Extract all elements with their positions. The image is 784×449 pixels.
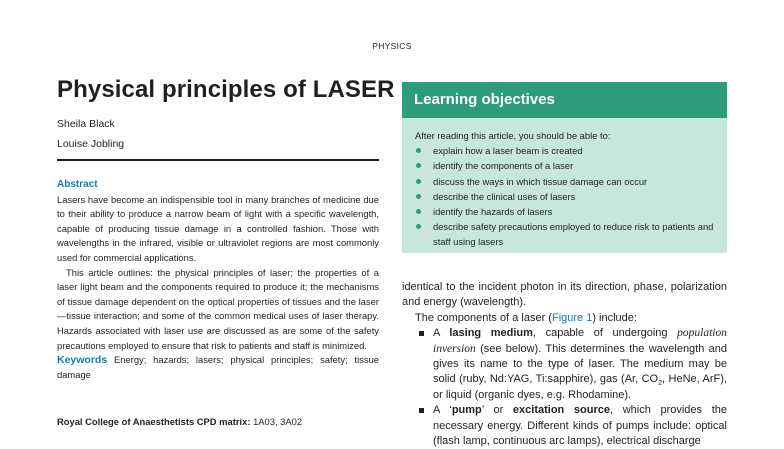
keywords-line xyxy=(57,353,379,382)
section-tag: PHYSICS xyxy=(372,41,412,51)
abstract-paragraph: This article outlines: the physical principles of laser; the properties of a laser light beam and the components required to produce it; the mechanisms of tissue damage dependent on the optical properties of tissues and the laser—tissue interaction; and some of the common medical uses of laser therapy. Hazards associated with laser use are discussed as are some of the safety precautions employed to ensure that risk to patients and staff is minimized. xyxy=(57,266,379,351)
objective-item: identify the hazards of lasers xyxy=(415,204,717,219)
abstract-paragraph: Lasers have become an indispensible tool in many branches of medicine due to their ability to produce a narrow beam of light with a specific wavelength, capable of producing tissue damage in a controlled fashion. Those with wavelengths in the infrared, visible or ultraviolet regions are most commonly used for commercial applications. xyxy=(57,193,379,263)
author-name: Louise Jobling xyxy=(57,138,125,150)
learning-objectives-list xyxy=(402,143,727,249)
objective-item: describe the clinical uses of lasers xyxy=(415,189,717,204)
keywords-label: Keywords xyxy=(57,354,108,367)
objective-item: explain how a laser beam is created xyxy=(415,143,717,158)
article-title: Physical principles of LASER xyxy=(57,76,395,103)
title-divider xyxy=(57,159,379,161)
learning-objectives-title: Learning objectives xyxy=(402,82,727,118)
keywords-text: Energy; hazards; lasers; physical principles; safety; tissue damage xyxy=(57,354,379,380)
objective-item: describe safety precautions employed to reduce risk to patients and staff using lasers xyxy=(415,219,717,249)
author-name: Sheila Black xyxy=(57,118,115,130)
objective-item: identify the components of a laser xyxy=(415,158,717,173)
cpd-matrix xyxy=(57,416,302,427)
abstract-section xyxy=(57,178,379,382)
components-intro: The components of a laser (Figure 1) include: xyxy=(415,311,637,324)
component-item-pump: A ‘pump’ or excitation source, which provides the necessary energy. Different kinds of pumps include: optical (flash lamp, continuous arc lamps), electrical discharge xyxy=(402,403,727,449)
abstract-heading: Abstract xyxy=(57,179,98,190)
cpd-label: Royal College of Anaesthetists CPD matrix: xyxy=(57,416,251,427)
objective-item: discuss the ways in which tissue damage can occur xyxy=(415,174,717,189)
body-paragraph: identical to the incident photon in its direction, phase, polarization and energy (wavelength). xyxy=(402,281,727,309)
components-list xyxy=(402,326,727,449)
figure-1-link[interactable]: Figure 1 xyxy=(551,311,593,324)
body-text xyxy=(402,280,727,449)
component-item-lasing-medium: A lasing medium, capable of undergoing population inversion (see below). This determines the wavelength and gives its name to the type of laser. The medium may be solid (ruby, Nd:YAG, Ti:sapphire), gas (Ar, $CO_2$, HeNe, ArF), or liquid (organic dyes, e.g. Rhodamine). xyxy=(402,326,727,403)
cpd-codes: 1A03, 3A02 xyxy=(253,416,303,427)
learning-objectives-box xyxy=(402,82,727,253)
learning-objectives-intro: After reading this article, you should be able to: xyxy=(415,130,611,141)
